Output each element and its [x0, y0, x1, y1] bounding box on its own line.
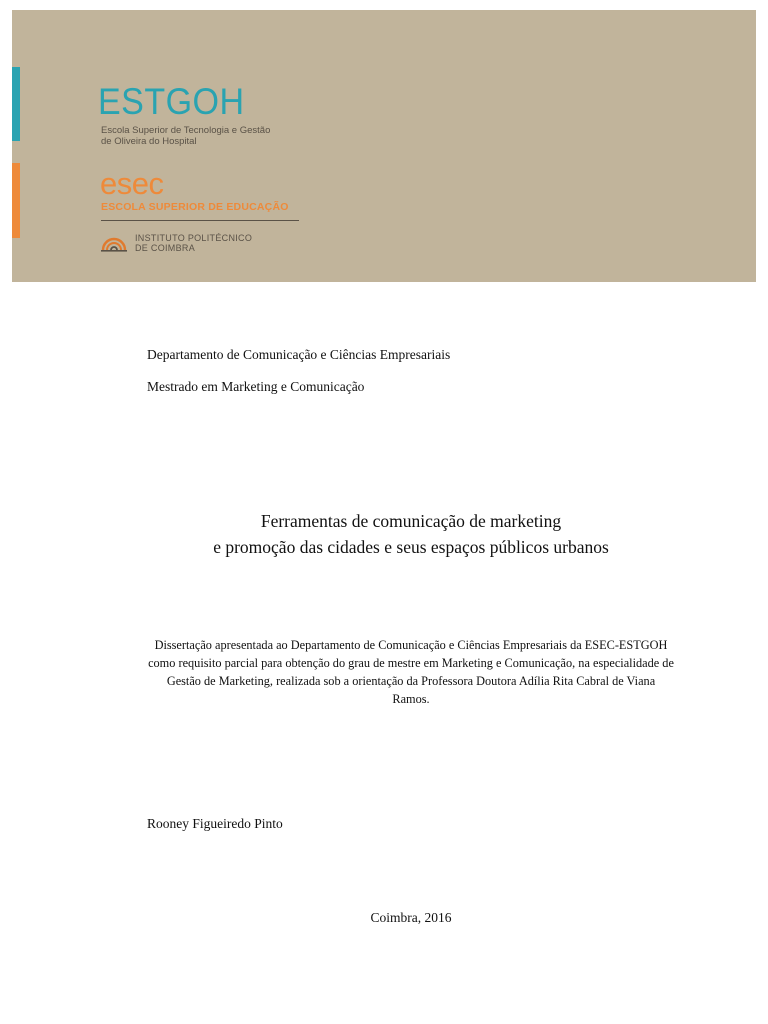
- department-name: Departamento de Comunicação e Ciências Empresariais: [147, 347, 451, 362]
- program-name: Mestrado em Marketing e Comunicação: [147, 379, 365, 394]
- esec-divider: [101, 220, 299, 221]
- teal-accent-bar: [12, 67, 20, 141]
- estgoh-logo-wordmark: ESTGOH: [98, 81, 245, 122]
- ipc-text-line2: DE COIMBRA: [135, 243, 196, 253]
- dissertation-title: [0, 508, 768, 560]
- header-banner: [12, 10, 756, 282]
- ipc-logo-text: [135, 233, 252, 253]
- estgoh-subtitle-line1: Escola Superior de Tecnologia e Gestão: [101, 125, 271, 136]
- orange-accent-bar: [12, 163, 20, 238]
- esec-logo-subtitle: ESCOLA SUPERIOR DE EDUCAÇÃO: [101, 201, 289, 213]
- esec-logo-wordmark: esec: [100, 166, 164, 201]
- author-name: Rooney Figueiredo Pinto: [147, 816, 283, 831]
- estgoh-subtitle-line2: de Oliveira do Hospital: [101, 136, 197, 147]
- dissertation-statement: Dissertação apresentada ao Departamento de Comunicação e Ciências Empresariais da ESEC-ESTGOH como requisito parcial para obtenção do grau de mestre em Marketing e Comunicação, na especialidade de Gestão de Marketing, realizada sob a orientação da Professora Doutora Adília Rita Cabral de Viana Ramos.: [148, 638, 674, 706]
- ipc-text-line1: INSTITUTO POLITÉCNICO: [135, 233, 253, 243]
- title-line-2: e promoção das cidades e seus espaços públicos urbanos: [213, 537, 609, 557]
- place-and-date: Coimbra, 2016: [370, 910, 452, 925]
- title-line-1: Ferramentas de comunicação de marketing: [260, 511, 562, 531]
- ipc-logo-icon: [101, 234, 127, 252]
- estgoh-logo-subtitle: [101, 125, 270, 147]
